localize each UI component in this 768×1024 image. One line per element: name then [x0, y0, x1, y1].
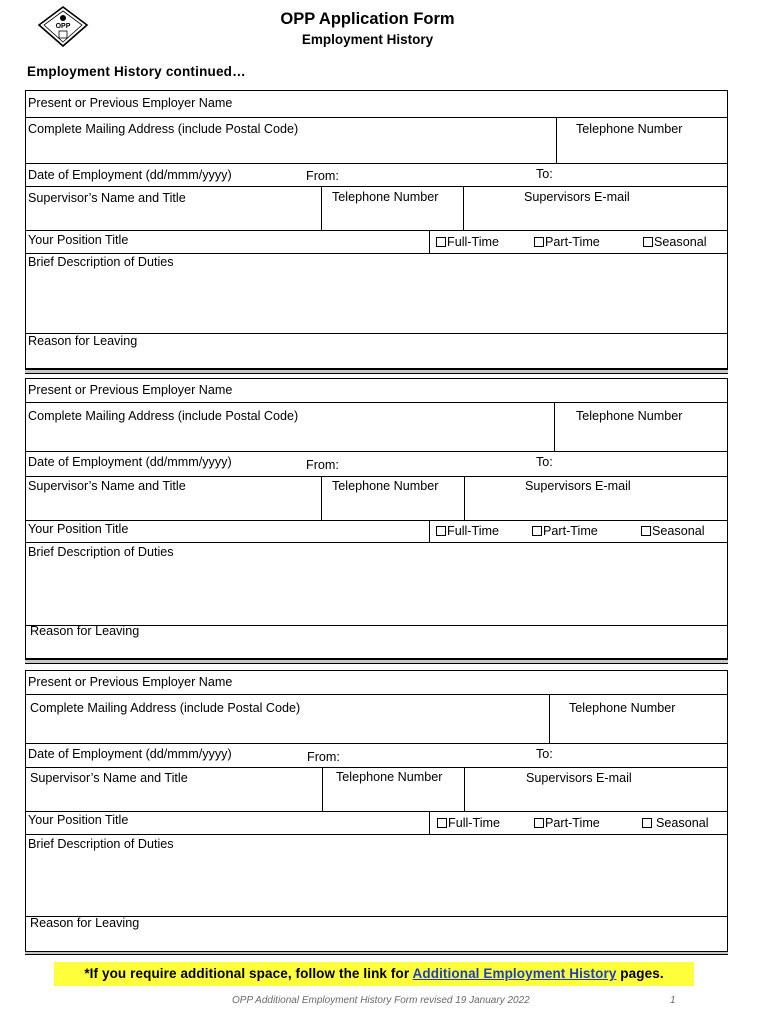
from-label: From: [306, 458, 339, 472]
reason-leaving-label: Reason for Leaving [30, 624, 140, 638]
checkbox-icon [534, 818, 544, 828]
form-subtitle: Employment History [301, 32, 434, 47]
date-of-employment-field[interactable] [26, 164, 727, 187]
employer-block-1 [25, 90, 728, 369]
seasonal-label: Seasonal [654, 235, 707, 249]
reason-leaving-field[interactable] [26, 917, 727, 951]
supervisor-phone-label: Telephone Number [332, 479, 439, 493]
part-time-checkbox[interactable] [532, 524, 598, 538]
part-time-label: Part-Time [545, 235, 600, 249]
seasonal-checkbox[interactable] [643, 235, 707, 249]
part-time-label: Part-Time [545, 816, 600, 830]
date-of-employment-label: Date of Employment (dd/mmm/yyyy) [28, 455, 232, 469]
duties-field[interactable] [26, 543, 727, 626]
duties-field[interactable] [26, 254, 727, 334]
supervisor-label: Supervisor’s Name and Title [28, 191, 186, 205]
supervisor-email-label: Supervisors E-mail [524, 190, 630, 204]
full-time-checkbox[interactable] [436, 524, 499, 538]
employer-name-field[interactable] [26, 379, 727, 403]
supervisor-label: Supervisor’s Name and Title [28, 479, 186, 493]
duties-label: Brief Description of Duties [28, 255, 174, 269]
additional-space-note [54, 962, 694, 986]
employer-block-2 [25, 378, 728, 659]
from-label: From: [307, 750, 340, 764]
duties-label: Brief Description of Duties [28, 545, 174, 559]
checkbox-icon [436, 237, 446, 247]
position-title-label: Your Position Title [28, 233, 129, 247]
block-separator [25, 659, 728, 664]
part-time-checkbox[interactable] [534, 816, 600, 830]
date-of-employment-field[interactable] [26, 452, 727, 477]
section-heading: Employment History continued… [27, 64, 246, 79]
position-title-label: Your Position Title [28, 813, 129, 827]
supervisor-phone-label: Telephone Number [336, 770, 443, 784]
date-of-employment-label: Date of Employment (dd/mmm/yyyy) [28, 168, 232, 182]
seasonal-label: Seasonal [652, 524, 705, 538]
block-separator [25, 369, 728, 374]
reason-leaving-field[interactable] [26, 334, 727, 368]
employer-name-label: Present or Previous Employer Name [28, 383, 233, 397]
page-number: 1 [670, 995, 676, 1006]
employer-name-label: Present or Previous Employer Name [28, 96, 233, 110]
supervisor-email-label: Supervisors E-mail [525, 479, 631, 493]
reason-leaving-label: Reason for Leaving [30, 916, 140, 930]
employer-name-field[interactable] [26, 671, 727, 695]
part-time-checkbox[interactable] [534, 235, 600, 249]
date-of-employment-field[interactable] [26, 744, 727, 768]
telephone-label: Telephone Number [569, 701, 676, 715]
from-label: From: [306, 169, 339, 183]
mailing-address-label: Complete Mailing Address (include Postal Code) [28, 409, 299, 423]
checkbox-icon [642, 818, 652, 828]
checkbox-icon [437, 818, 447, 828]
part-time-label: Part-Time [543, 524, 598, 538]
checkbox-icon [641, 526, 651, 536]
duties-field[interactable] [26, 835, 727, 917]
checkbox-icon [534, 237, 544, 247]
note-suffix: pages. [616, 966, 664, 981]
duties-label: Brief Description of Duties [28, 837, 174, 851]
checkbox-icon [532, 526, 542, 536]
seasonal-checkbox[interactable] [642, 816, 709, 830]
reason-leaving-field[interactable] [26, 626, 727, 658]
telephone-label: Telephone Number [576, 409, 683, 423]
to-label: To: [536, 167, 553, 181]
full-time-label: Full-Time [447, 524, 500, 538]
position-title-label: Your Position Title [28, 522, 129, 536]
full-time-label: Full-Time [447, 235, 500, 249]
checkbox-icon [436, 526, 446, 536]
full-time-checkbox[interactable] [437, 816, 500, 830]
form-title: OPP Application Form [280, 10, 455, 28]
reason-leaving-label: Reason for Leaving [28, 334, 138, 348]
employer-name-label: Present or Previous Employer Name [28, 675, 233, 689]
employer-name-field[interactable] [26, 91, 727, 118]
footer-text: OPP Additional Employment History Form revised 19 January 2022 [232, 995, 530, 1006]
employer-block-3 [25, 670, 728, 952]
mailing-address-label: Complete Mailing Address (include Postal Code) [28, 122, 299, 136]
full-time-checkbox[interactable] [436, 235, 499, 249]
supervisor-label: Supervisor’s Name and Title [30, 771, 188, 785]
full-time-label: Full-Time [448, 816, 501, 830]
to-label: To: [536, 455, 553, 469]
seasonal-checkbox[interactable] [641, 524, 705, 538]
telephone-label: Telephone Number [576, 122, 683, 136]
to-label: To: [536, 747, 553, 761]
supervisor-phone-label: Telephone Number [332, 190, 439, 204]
additional-employment-history-link[interactable]: Additional Employment History [412, 966, 617, 981]
seasonal-label: Seasonal [656, 816, 709, 830]
date-of-employment-label: Date of Employment (dd/mmm/yyyy) [28, 747, 232, 761]
note-prefix: *If you require additional space, follow the link for [84, 966, 413, 981]
supervisor-email-label: Supervisors E-mail [526, 771, 632, 785]
mailing-address-label: Complete Mailing Address (include Postal Code) [30, 701, 301, 715]
block-separator [25, 951, 728, 955]
logo-text: OPP [55, 23, 71, 30]
checkbox-icon [643, 237, 653, 247]
